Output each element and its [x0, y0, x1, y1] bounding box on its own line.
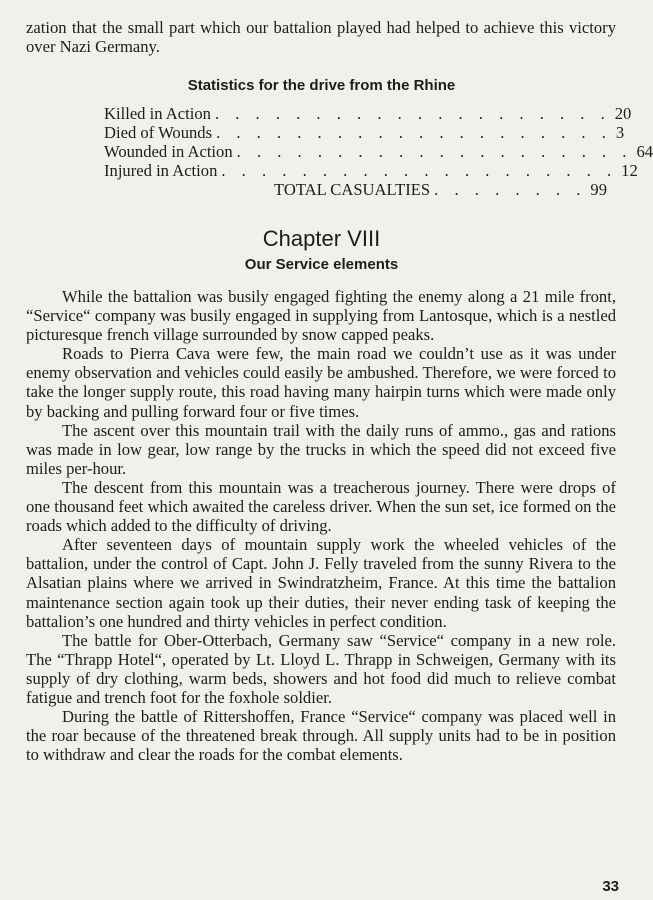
dot-leader: . . . . . . . . . . . . . . . . . . . . — [221, 161, 618, 180]
paragraph: The descent from this mountain was a treacherous journey. There were drops of one thousand feet which awaited the careless driver. When the sun set, ice formed on the roads which added to the difficulty of driving. — [26, 477, 616, 536]
dot-leader: . . . . . . . . . . . . . . . . . . . . — [214, 104, 611, 123]
stat-row-wounded — [104, 142, 653, 161]
statistics-title: Statistics for the drive from the Rhine — [187, 77, 456, 94]
stat-label: Died of Wounds — [104, 123, 213, 142]
opening-paragraph — [26, 18, 616, 56]
stat-value: 3 — [615, 123, 625, 142]
total-value: 99 — [590, 180, 607, 199]
paragraph: The battle for Ober-Otterbach, Germany saw “Service“ company in a new role. The “Thrapp Hotel“, operated by Lt. Lloyd L. Thrapp in Schweigen, Germany with its supply of dry clothing, warm beds, showers and hot food did much to relieve combat fatigue and trench foot for the foxhole soldier. — [26, 630, 616, 707]
stat-row-killed — [104, 104, 632, 123]
dot-leader: . . . . . . . . . . . . . . . . . . . . — [236, 142, 633, 161]
paragraph: During the battle of Rittershoffen, France “Service“ company was placed well in the roar because of the threatened break through. All supply units had to be in position to withdraw and clear the roads for the combat elements. — [26, 707, 616, 765]
paragraph: The ascent over this mountain trail with the daily runs of ammo., gas and rations was made in low gear, low range by the trucks in which the speed did not exceed five miles per-hour. — [26, 420, 616, 478]
chapter-subtitle: Our Service elements — [244, 256, 399, 273]
stat-label: Killed in Action — [104, 104, 211, 123]
dot-leader: . . . . . . . . — [434, 180, 587, 199]
chapter-title: Chapter VIII — [262, 226, 381, 251]
stat-label: Injured in Action — [104, 161, 218, 180]
paragraph: While the battalion was busily engaged fighting the enemy along a 21 mile front, “Service“ company was busily engaged in supplying from Lantosque, which is a nestled picturesque french village surrounded by snow capped peaks. — [26, 287, 616, 345]
paragraph-text: zation that the small part which our battalion played had helped to achieve this victory over Nazi Germany. — [26, 18, 616, 57]
statistics-table — [104, 104, 653, 199]
dot-leader: . . . . . . . . . . . . . . . . . . . . — [216, 123, 612, 142]
stat-label: Wounded in Action — [104, 142, 233, 161]
stat-row-injured — [104, 161, 638, 180]
stat-value: 12 — [621, 161, 638, 180]
stat-value: 64 — [636, 142, 653, 161]
chapter-body — [26, 287, 616, 764]
paragraph: After seventeen days of mountain supply work the wheeled vehicles of the battalion, under the control of Capt. John J. Felly traveled from the sunny Rivera to the Alsatian plains where we arrived in Swindratzheim, France. At this time the battalion maintenance section again took up their duties, their never ending task of keeping the battalion’s one hundred and thirty vehicles in perfect condition. — [26, 535, 616, 631]
stat-value: 20 — [614, 104, 632, 123]
paragraph: Roads to Pierra Cava were few, the main road we couldn’t use as it was under enemy observation and vehicles could easily be ambushed. Therefore, we were forced to take the longer supply route, this road having many hairpin turns which were made only by backing and pulling forward four or five times. — [26, 344, 616, 421]
page-number: 33 — [602, 878, 619, 895]
total-label: TOTAL CASUALTIES — [274, 180, 431, 199]
stat-row-died — [104, 123, 625, 142]
stat-row-total — [104, 180, 607, 199]
